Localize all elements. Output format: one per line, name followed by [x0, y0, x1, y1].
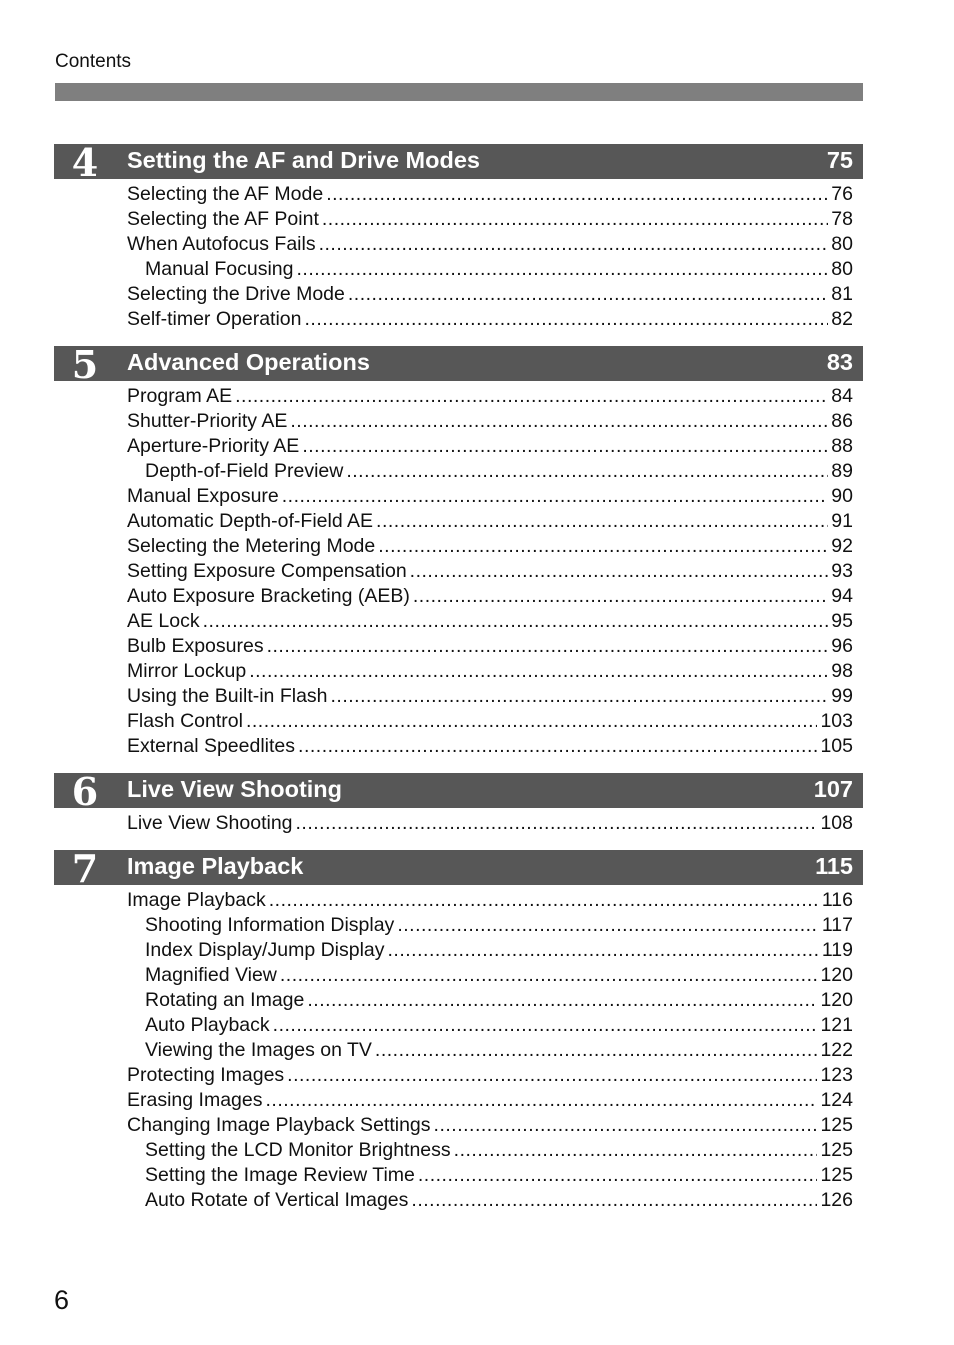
entry-title: Live View Shooting [127, 812, 293, 834]
entry-page-number: 95 [831, 610, 853, 632]
table-of-contents [54, 140, 863, 1213]
dot-leader [280, 963, 818, 988]
entry-page-number: 125 [820, 1139, 853, 1161]
entry-title: Depth-of-Field Preview [145, 460, 344, 482]
dot-leader [298, 734, 817, 759]
chapter-entry-list [54, 808, 863, 836]
entry-page-number: 82 [831, 308, 853, 330]
entry-page-number: 96 [831, 635, 853, 657]
toc-subentry[interactable] [145, 938, 853, 963]
entry-title: Mirror Lockup [127, 660, 247, 682]
dot-leader [269, 888, 819, 913]
toc-entry[interactable] [127, 1088, 853, 1113]
dot-leader [273, 1013, 818, 1038]
entry-page-number: 92 [831, 535, 853, 557]
entry-title: Magnified View [145, 964, 277, 986]
entry-page-number: 88 [831, 435, 853, 457]
entry-title: Using the Built-in Flash [127, 685, 328, 707]
toc-entry[interactable] [127, 534, 853, 559]
entry-title: Flash Control [127, 710, 243, 732]
entry-title: Bulb Exposures [127, 635, 264, 657]
chapter-section [54, 342, 863, 773]
dot-leader [331, 684, 829, 709]
entry-page-number: 126 [820, 1189, 853, 1211]
chapter-title: Image Playback [127, 853, 304, 879]
chapter-section [54, 846, 863, 1213]
header-rule [55, 83, 863, 101]
chapter-number: 5 [71, 342, 99, 387]
dot-leader [319, 232, 829, 257]
entry-title: Erasing Images [127, 1089, 263, 1111]
chapter-title: Advanced Operations [127, 349, 370, 375]
dot-leader [434, 1113, 818, 1138]
entry-title: Image Playback [127, 889, 266, 911]
entry-page-number: 90 [831, 485, 853, 507]
toc-subentry[interactable] [145, 1013, 853, 1038]
chapter-number: 4 [71, 140, 99, 185]
toc-entry[interactable] [127, 307, 853, 332]
entry-title: Selecting the Drive Mode [127, 283, 345, 305]
dot-leader [410, 559, 829, 584]
dot-leader [413, 584, 828, 609]
toc-entry[interactable] [127, 409, 853, 434]
entry-title: Viewing the Images on TV [145, 1039, 372, 1061]
toc-entry[interactable] [127, 584, 853, 609]
toc-entry[interactable] [127, 484, 853, 509]
toc-entry[interactable] [127, 509, 853, 534]
entry-title: Aperture-Priority AE [127, 435, 300, 457]
entry-page-number: 125 [820, 1114, 853, 1136]
entry-page-number: 89 [831, 460, 853, 482]
entry-page-number: 119 [821, 939, 853, 961]
toc-entry[interactable] [127, 634, 853, 659]
dot-leader [411, 1188, 817, 1213]
entry-title: Changing Image Playback Settings [127, 1114, 431, 1136]
entry-page-number: 80 [831, 233, 853, 255]
entry-page-number: 76 [831, 183, 853, 205]
toc-entry[interactable] [127, 684, 853, 709]
toc-entry[interactable] [127, 384, 853, 409]
entry-title: AE Lock [127, 610, 200, 632]
entry-title: Automatic Depth-of-Field AE [127, 510, 374, 532]
dot-leader [265, 1088, 817, 1113]
toc-entry[interactable] [127, 734, 853, 759]
entry-title: Self-timer Operation [127, 308, 302, 330]
chapter-page-number: 115 [815, 853, 853, 879]
chapter-header-bar[interactable] [54, 342, 863, 387]
chapter-header-bar[interactable] [54, 140, 863, 185]
entry-page-number: 78 [831, 208, 853, 230]
chapter-number: 7 [71, 846, 99, 891]
dot-leader [376, 509, 828, 534]
dot-leader [326, 182, 828, 207]
chapter-spacer [54, 332, 863, 346]
entry-title: When Autofocus Fails [127, 233, 316, 255]
entry-page-number: 121 [820, 1014, 853, 1036]
entry-page-number: 105 [820, 735, 853, 757]
toc-subentry[interactable] [145, 257, 853, 282]
toc-entry[interactable] [127, 659, 853, 684]
chapter-spacer [54, 759, 863, 773]
dot-leader [203, 609, 829, 634]
entry-page-number: 120 [820, 989, 853, 1011]
toc-entry[interactable] [127, 232, 853, 257]
dot-leader [388, 938, 819, 963]
dot-leader [246, 709, 817, 734]
entry-title: Index Display/Jump Display [145, 939, 385, 961]
entry-title: Rotating an Image [145, 989, 305, 1011]
dot-leader [397, 913, 819, 938]
toc-entry[interactable] [127, 559, 853, 584]
entry-title: Setting the LCD Monitor Brightness [145, 1139, 451, 1161]
toc-entry[interactable] [127, 182, 853, 207]
entry-title: Selecting the AF Point [127, 208, 319, 230]
entry-page-number: 93 [831, 560, 853, 582]
toc-subentry[interactable] [145, 963, 853, 988]
toc-entry[interactable] [127, 1063, 853, 1088]
dot-leader [290, 409, 828, 434]
chapter-entry-list [54, 179, 863, 332]
toc-subentry[interactable] [145, 1163, 853, 1188]
toc-entry[interactable] [127, 609, 853, 634]
entry-page-number: 108 [820, 812, 853, 834]
entry-page-number: 125 [820, 1164, 853, 1186]
toc-subentry[interactable] [145, 913, 853, 938]
entry-page-number: 120 [820, 964, 853, 986]
chapter-entry-list [54, 885, 863, 1213]
dot-leader [346, 459, 828, 484]
entry-page-number: 86 [831, 410, 853, 432]
entry-title: External Speedlites [127, 735, 296, 757]
entry-page-number: 122 [820, 1039, 853, 1061]
entry-title: Selecting the AF Mode [127, 183, 324, 205]
toc-entry[interactable] [127, 282, 853, 307]
chapter-header-bar[interactable] [54, 846, 863, 891]
chapter-spacer [54, 836, 863, 850]
dot-leader [282, 484, 829, 509]
chapter-entry-list [54, 381, 863, 759]
running-head: Contents [55, 51, 132, 72]
dot-leader [418, 1163, 818, 1188]
dot-leader [378, 534, 828, 559]
entry-page-number: 116 [821, 889, 853, 911]
chapter-page-number: 107 [813, 776, 853, 802]
chapter-page-number: 75 [826, 147, 853, 173]
dot-leader [249, 659, 828, 684]
chapter-title: Setting the AF and Drive Modes [127, 147, 480, 173]
toc-entry[interactable] [127, 888, 853, 913]
entry-title: Selecting the Metering Mode [127, 535, 376, 557]
dot-leader [375, 1038, 818, 1063]
entry-page-number: 80 [831, 258, 853, 280]
toc-subentry[interactable] [145, 1138, 853, 1163]
dot-leader [307, 988, 817, 1013]
entry-page-number: 103 [820, 710, 853, 732]
dot-leader [296, 811, 818, 836]
dot-leader [348, 282, 828, 307]
toc-entry[interactable] [127, 709, 853, 734]
dot-leader [454, 1138, 818, 1163]
entry-page-number: 117 [821, 914, 853, 936]
chapter-section [54, 769, 863, 850]
entry-title: Auto Playback [145, 1014, 270, 1036]
chapter-header-bar[interactable] [54, 769, 863, 814]
entry-title: Auto Rotate of Vertical Images [145, 1189, 409, 1211]
entry-page-number: 84 [831, 385, 853, 407]
dot-leader [287, 1063, 817, 1088]
toc-subentry[interactable] [145, 459, 853, 484]
entry-page-number: 91 [831, 510, 853, 532]
toc-subentry[interactable] [145, 988, 853, 1013]
toc-entry[interactable] [127, 811, 853, 836]
dot-leader [235, 384, 828, 409]
toc-entry[interactable] [127, 207, 853, 232]
toc-entry[interactable] [127, 1113, 853, 1138]
entry-title: Shooting Information Display [145, 914, 395, 936]
entry-title: Program AE [127, 385, 233, 407]
entry-page-number: 99 [831, 685, 853, 707]
entry-title: Protecting Images [127, 1064, 285, 1086]
entry-page-number: 98 [831, 660, 853, 682]
entry-title: Manual Exposure [127, 485, 279, 507]
toc-subentry[interactable] [145, 1038, 853, 1063]
dot-leader [322, 207, 828, 232]
page-number: 6 [54, 1285, 70, 1315]
dot-leader [302, 434, 828, 459]
entry-page-number: 124 [820, 1089, 853, 1111]
entry-title: Manual Focusing [145, 258, 294, 280]
dot-leader [297, 257, 829, 282]
dot-leader [267, 634, 829, 659]
toc-subentry[interactable] [145, 1188, 853, 1213]
chapter-page-number: 83 [826, 349, 853, 375]
toc-entry[interactable] [127, 434, 853, 459]
chapter-section [54, 140, 863, 346]
entry-page-number: 81 [831, 283, 853, 305]
entry-page-number: 94 [831, 585, 853, 607]
entry-title: Auto Exposure Bracketing (AEB) [127, 585, 410, 607]
entry-title: Setting Exposure Compensation [127, 560, 407, 582]
entry-title: Shutter-Priority AE [127, 410, 288, 432]
chapter-number: 6 [71, 769, 99, 814]
entry-title: Setting the Image Review Time [145, 1164, 415, 1186]
entry-page-number: 123 [820, 1064, 853, 1086]
chapter-title: Live View Shooting [127, 776, 343, 802]
dot-leader [304, 307, 828, 332]
